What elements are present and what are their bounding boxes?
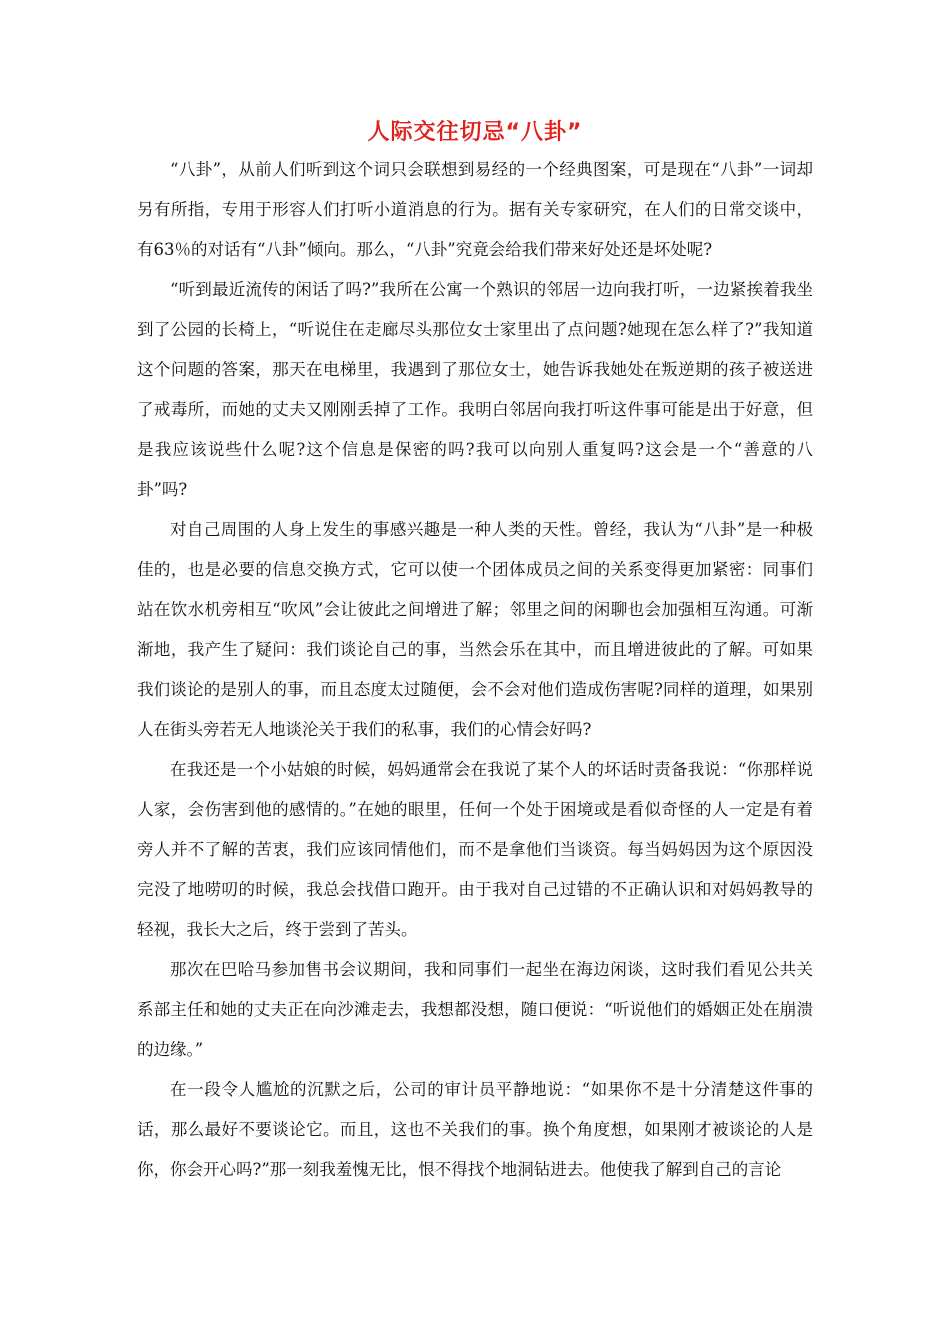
document-title: 人际交往切忌“八卦” xyxy=(367,120,583,145)
paragraph: “八卦”，从前人们听到这个词只会联想到易经的一个经典图案，可是现在“八卦”一词却另有所指，专用于形容人们打听小道消息的行为。据有关专家研究，在人们的日常交谈中，有63％的对话有“八卦”倾向。那么，“八卦”究竟会给我们带来好处还是坏处呢? xyxy=(137,160,813,259)
paragraph: 对自己周围的人身上发生的事感兴趣是一种人类的天性。曾经，我认为“八卦”是一种极佳的，也是必要的信息交换方式，它可以使一个团体成员之间的关系变得更加紧密：同事们站在饮水机旁相互“吹风”会让彼此之间增进了解；邻里之间的闲聊也会加强相互沟通。可渐渐地，我产生了疑问：我们谈论自己的事，当然会乐在其中，而且增进彼此的了解。可如果我们谈论的是别人的事，而且态度太过随便，会不会对他们造成伤害呢?同样的道理，如果别人在街头旁若无人地谈沦关于我们的私事，我们的心情会好吗? xyxy=(137,520,813,739)
paragraph: 那次在巴哈马参加售书会议期间，我和同事们一起坐在海边闲谈，这时我们看见公共关系部主任和她的丈夫正在向沙滩走去，我想都没想，随口便说：“听说他们的婚姻正处在崩溃的边缘。” xyxy=(137,960,813,1059)
paragraph: “听到最近流传的闲话了吗?”我所在公寓一个熟识的邻居一边向我打听，一边紧挨着我坐到了公园的长椅上，“听说住在走廊尽头那位女士家里出了点问题?她现在怎么样了?”我知道这个问题的答案，那天在电梯里，我遇到了那位女士，她告诉我她处在叛逆期的孩子被送进了戒毒所，而她的丈夫又刚刚丢掉了工作。我明白邻居向我打听这件事可能是出于好意，但是我应该说些什么呢?这个信息是保密的吗?我可以向别人重复吗?这会是一个“善意的八卦”吗? xyxy=(137,280,813,499)
paragraph: 在一段令人尴尬的沉默之后，公司的审计员平静地说：“如果你不是十分清楚这件事的话，那么最好不要谈论它。而且，这也不关我们的事。换个角度想，如果刚才被谈论的人是你，你会开心吗?”那一刻我羞愧无比，恨不得找个地洞钻进去。他使我了解到自己的言论 xyxy=(137,1080,813,1179)
document-body xyxy=(137,150,813,1190)
paragraph: 在我还是一个小姑娘的时候，妈妈通常会在我说了某个人的坏话时责备我说：“你那样说人家，会伤害到他的感情的。”在她的眼里，任何一个处于困境或是看似奇怪的人一定是有着旁人并不了解的苦衷，我们应该同情他们，而不是拿他们当谈资。每当妈妈因为这个原因没完没了地唠叨的时候，我总会找借口跑开。由于我对自己过错的不正确认识和对妈妈教导的轻视，我长大之后，终于尝到了苦头。 xyxy=(137,760,813,939)
